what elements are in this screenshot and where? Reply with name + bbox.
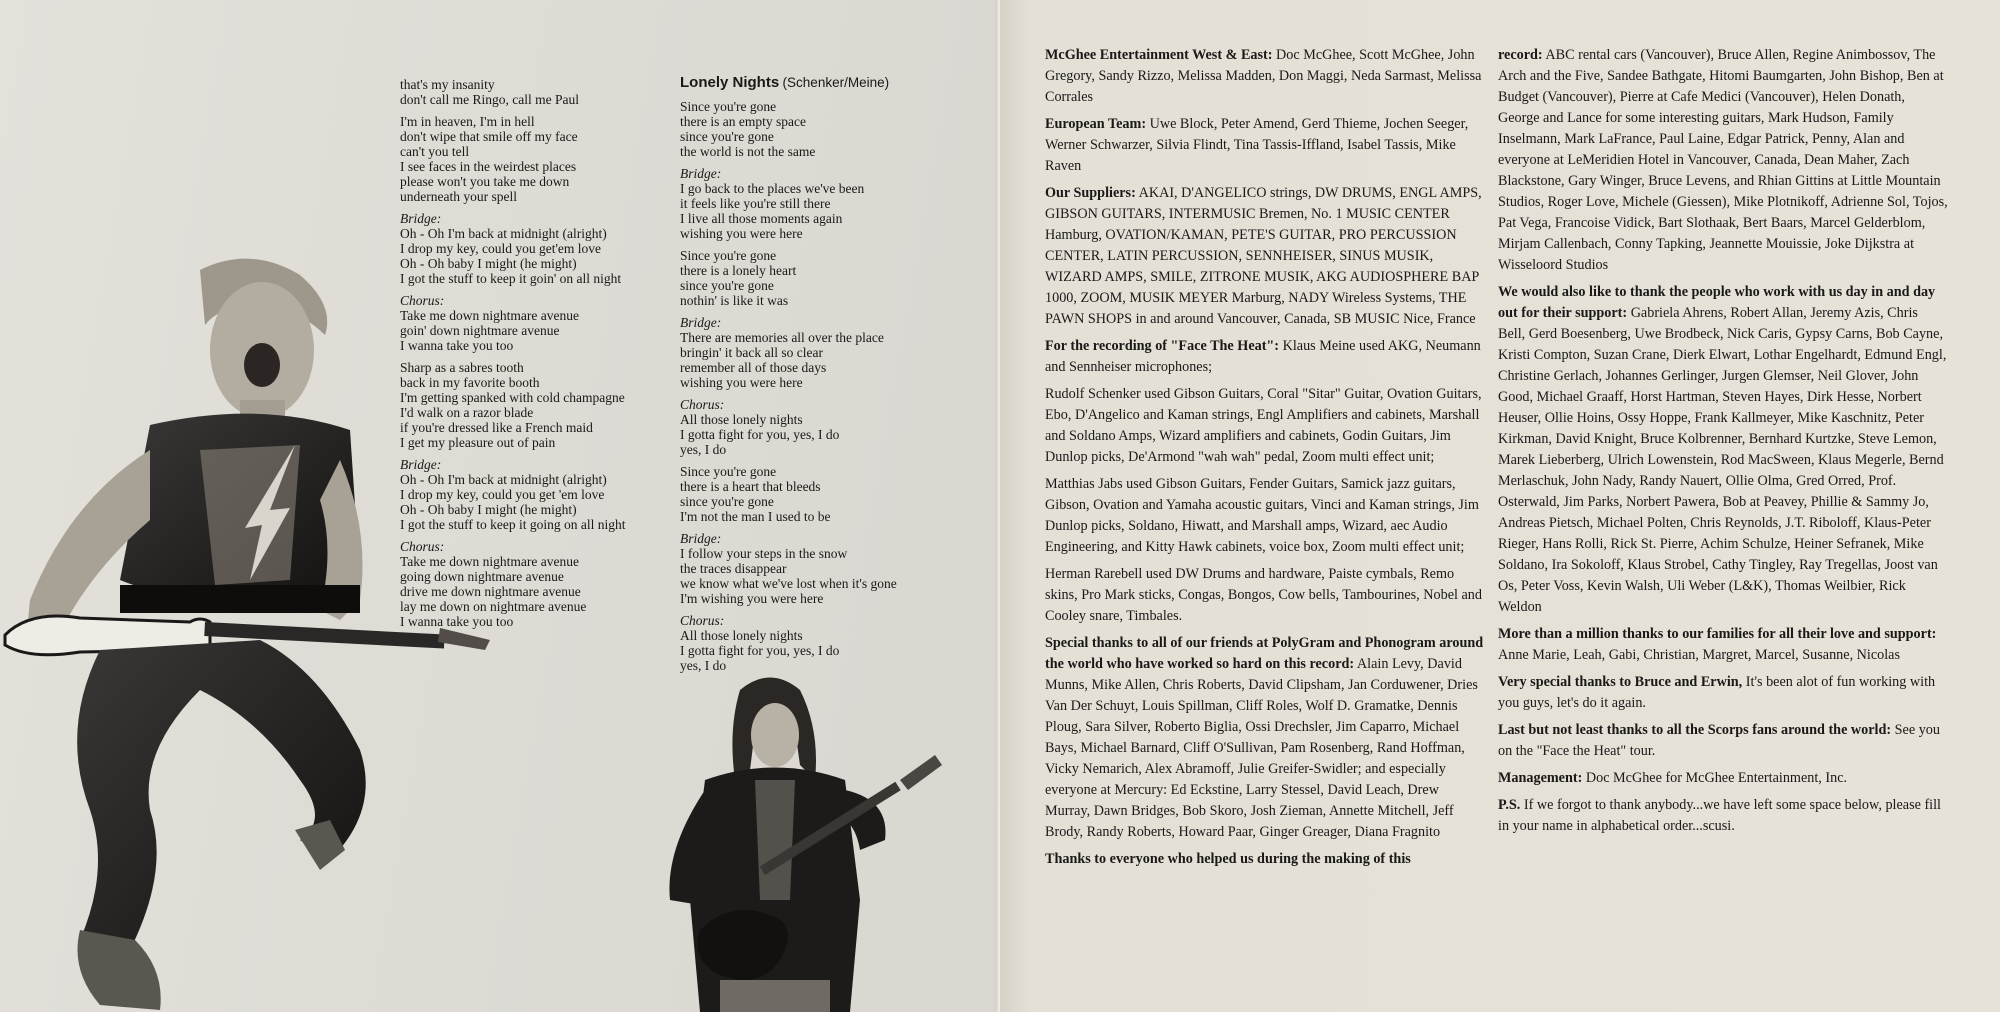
lyric-line: I drop my key, could you get 'em love	[400, 487, 605, 502]
lyric-line: since you're gone	[680, 278, 774, 293]
lyric-line: I gotta fight for you, yes, I do	[680, 643, 840, 658]
lyric-stanza	[680, 248, 980, 308]
lyric-line: wishing you were here	[680, 375, 803, 390]
stanza-label: Bridge:	[680, 166, 722, 181]
lyric-line: I see faces in the weirdest places	[400, 159, 577, 174]
stanza-label: Bridge:	[400, 457, 442, 472]
lyric-line: I go back to the places we've been	[680, 181, 865, 196]
credit-text: Doc McGhee, Scott McGhee, John Gregory, Sandy Rizzo, Melissa Madden, Don Maggi, Neda Sarmast, Melissa Corrales	[1045, 47, 1482, 105]
credit-heading: Management:	[1498, 770, 1583, 786]
lyric-line: Since you're gone	[680, 464, 777, 479]
lyric-stanza	[680, 613, 980, 673]
lyric-stanza	[680, 464, 980, 524]
lyric-line: Oh - Oh baby I might (he might)	[400, 256, 577, 271]
lyric-line: I wanna take you too	[400, 338, 514, 353]
lyric-stanza	[680, 99, 980, 159]
stanza-label: Bridge:	[680, 531, 722, 546]
lyric-line: there is a lonely heart	[680, 263, 797, 278]
lyric-line: drive me down nightmare avenue	[400, 584, 581, 599]
credit-text: See you on the "Face the Heat" tour.	[1498, 722, 1940, 759]
credit-paragraph	[1498, 795, 1948, 837]
credit-text: Klaus Meine used AKG, Neumann and Sennheiser microphones;	[1045, 338, 1481, 375]
credit-text: Rudolf Schenker used Gibson Guitars, Coral "Sitar" Guitar, Ovation Guitars, Ebo, D'Angelico and Kaman strings, Engl Amplifiers and cabinets, Marshall and Soldano Amps, Wizard amplifiers and cabinets, Godin Guitars, Jim Dunlop picks, De'Armond "wah wah" pedal, Zoom multi effect unit;	[1045, 386, 1482, 465]
lyric-line: I'm not the man I used to be	[680, 509, 831, 524]
lyric-line: nothin' is like it was	[680, 293, 789, 308]
credit-text: Herman Rarebell used DW Drums and hardware, Paiste cymbals, Remo skins, Pro Mark sticks, Congas, Bongos, Cow bells, Tambourines, Nobel and Cooley snare, Timbales.	[1045, 566, 1482, 624]
lyric-line: I wanna take you too	[400, 614, 514, 629]
lyrics-column-1	[400, 77, 690, 636]
stanza-label: Chorus:	[680, 397, 725, 412]
lyric-line: I drop my key, could you get'em love	[400, 241, 602, 256]
lyric-line: Oh - Oh I'm back at midnight (alright)	[400, 226, 607, 241]
credit-paragraph	[1045, 183, 1485, 330]
lyric-stanza	[400, 114, 690, 204]
lyric-line: I got the stuff to keep it going on all night	[400, 517, 626, 532]
credit-text: Matthias Jabs used Gibson Guitars, Fender Guitars, Samick jazz guitars, Gibson, Ovation and Yamaha acoustic guitars, Vinci and Kaman strings, Jim Dunlop picks, Soldano, Hiwatt, and Marshall amps, Wizard, aec Audio Engineering, and Kitty Hawk cabinets, voice box, Zoom multi effect unit;	[1045, 476, 1479, 555]
lyric-stanza	[680, 397, 980, 457]
lyric-line: that's my insanity	[400, 77, 495, 92]
credit-paragraph	[1498, 624, 1948, 666]
credit-paragraph	[1045, 336, 1485, 378]
lyric-line: I got the stuff to keep it goin' on all night	[400, 271, 622, 286]
lyric-line: All those lonely nights	[680, 412, 803, 427]
credit-heading: We would also like to thank the people who work with us day in and day out for their support:	[1498, 284, 1936, 321]
credit-text: Uwe Block, Peter Amend, Gerd Thieme, Jochen Seeger, Werner Schwarzer, Silvia Flindt, Tina Tassis-Iffland, Isabel Tassis, Mike Raven	[1045, 116, 1469, 174]
credit-paragraph	[1045, 849, 1485, 870]
credit-heading: Last but not least thanks to all the Scorps fans around the world:	[1498, 722, 1892, 738]
lyric-line: I follow your steps in the snow	[680, 546, 848, 561]
song-heading	[680, 74, 980, 92]
lyric-line: back in my favorite booth	[400, 375, 540, 390]
lyric-stanza	[400, 211, 690, 286]
bass-player-photo	[650, 670, 950, 1012]
lyric-line: Oh - Oh baby I might (he might)	[400, 502, 577, 517]
song-title: Lonely Nights	[680, 74, 780, 91]
lyric-line: remember all of those days	[680, 360, 827, 375]
credit-paragraph	[1498, 45, 1948, 276]
credit-paragraph	[1498, 282, 1948, 618]
lyric-line: since you're gone	[680, 129, 774, 144]
credit-heading: More than a million thanks to our families for all their love and support:	[1498, 626, 1937, 642]
lyric-line: yes, I do	[680, 442, 727, 457]
lyric-line: I'm getting spanked with cold champagne	[400, 390, 625, 405]
lyric-stanza	[400, 77, 690, 107]
lyric-stanza	[400, 293, 690, 353]
credit-paragraph	[1045, 45, 1485, 108]
lyric-line: I'm in heaven, I'm in hell	[400, 114, 535, 129]
lyric-line: I get my pleasure out of pain	[400, 435, 556, 450]
credit-paragraph	[1498, 720, 1948, 762]
credit-text: ABC rental cars (Vancouver), Bruce Allen, Regine Animbossov, The Arch and the Five, Sandee Bathgate, Hitomi Baumgarten, John Bishop, Ben at Budget (Vancouver), Pierre at Cafe Medici (Vancouver), Helen Donath, George and Lance for some interesting guitars, Mark Hudson, Family Inselmann, Mark LaFrance, Paul Laine, Edgar Patrick, Penny, Alan and everyone at LeMeridien Hotel in Vancouver, Canada, Dean Maher, Zach Blackstone, Gary Winger, Bruce Levens, and Rhian Gittins at Little Mountain Studios, Roger Love, Michele (Giessen), Mike Plotnikoff, Adrienne Sol, Tojos, Pat Vega, Francoise Vidick, Bart Slothaak, Bert Baars, Marcel Gelderblom, Mirjam Callenbach, Conny Tapking, Jeannette Mouissie, Joke Dijkstra at Wisseloord Studios	[1498, 47, 1948, 273]
credit-heading: For the recording of "Face The Heat":	[1045, 338, 1280, 354]
lyric-stanza	[680, 166, 980, 241]
credits-column-1	[1045, 45, 1485, 876]
lyric-line: Oh - Oh I'm back at midnight (alright)	[400, 472, 607, 487]
lyric-line: there is an empty space	[680, 114, 806, 129]
credit-heading: Our Suppliers:	[1045, 185, 1136, 201]
credit-paragraph	[1045, 474, 1485, 558]
credit-text: Doc McGhee for McGhee Entertainment, Inc.	[1582, 770, 1848, 786]
lyric-line: yes, I do	[680, 658, 727, 673]
credits-column-2	[1498, 45, 1948, 843]
lyric-line: if you're dressed like a French maid	[400, 420, 593, 435]
credit-paragraph	[1045, 633, 1485, 843]
stanza-label: Chorus:	[680, 613, 725, 628]
credit-paragraph	[1498, 672, 1948, 714]
lyric-line: Since you're gone	[680, 99, 777, 114]
credit-text: Gabriela Ahrens, Robert Allan, Jeremy Azis, Chris Bell, Gerd Boesenberg, Uwe Brodbeck, Nick Caris, Gypsy Carns, Bob Cayne, Kristi Compton, Suzan Crane, Dierk Elwart, Lothar Engelhardt, Edmund Engl, Christine Gerlach, Johannes Gerlinger, Jurgen Glemser, Neil Glover, John Good, Michael Graaff, Horst Hartman, Steven Hayes, Dirk Hesse, Norbert Heuser, Ollie Hoins, Ossy Hoppe, Frank Kallmeyer, Mike Kaschnitz, Peter Kirkman, David Knight, Bruce Kolbrenner, Bernhard Kurtzke, Steve Lemon, Marek Lieberberg, Ulrich Lowenstein, Rod MacSween, Klaus Megerle, Bernd Merlaschuk, John Nady, Randy Nauert, Ollie Olma, Gred Orred, Prof. Osterwald, Jim Parks, Norbert Pawera, Bob at Peavey, Phillie & Sammy Jo, Andreas Pietsch, Michael Polten, Chris Reynolds, J.T. Riboloff, Klaus-Peter Rieger, Hans Rolli, Rick St. Pierre, Achim Schulze, Heiner Sefranek, Mike Soldano, Ira Sokoloff, Klaus Strobel, Cathy Tingley, Ray Tregellas, Joost van Os, Peter Voss, Kevin Walsh, Uli Weber (L&K), Thomas Weilbier, Rick Weldon	[1498, 305, 1947, 615]
lyric-line: I'm wishing you were here	[680, 591, 824, 606]
lyric-line: Take me down nightmare avenue	[400, 308, 579, 323]
lyric-line: wishing you were here	[680, 226, 803, 241]
lyric-line: All those lonely nights	[680, 628, 803, 643]
lyric-line: going down nightmare avenue	[400, 569, 564, 584]
lyric-stanza	[400, 360, 690, 450]
lyric-line: don't call me Ringo, call me Paul	[400, 92, 580, 107]
credit-text: AKAI, D'ANGELICO strings, DW DRUMS, ENGL AMPS, GIBSON GUITARS, INTERMUSIC Bremen, No. 1 MUSIC CENTER Hamburg, OVATION/KAMAN, PETE'S GUITAR, PRO PERCUSSION CENTER, LATIN PERCUSSION, SENNHEISER, SINUS MUSIK, WIZARD AMPS, SMILE, ZITRONE MUSIK, AKG AUDIOSPHERE BAP 1000, ZOOM, MUSIK MEYER Marburg, NADY Wireless Systems, THE PAWN SHOPS in and around Vancouver, Canada, SB MUSIC Nice, France	[1045, 185, 1482, 327]
lyric-line: the world is not the same	[680, 144, 816, 159]
lyric-line: don't wipe that smile off my face	[400, 129, 578, 144]
lyric-line: bringin' it back all so clear	[680, 345, 824, 360]
credit-heading: McGhee Entertainment West & East:	[1045, 47, 1273, 63]
credit-paragraph	[1045, 564, 1485, 627]
credit-text: Alain Levy, David Munns, Mike Allen, Chris Roberts, David Clipsham, Jan Corduwener, Dries Van Der Schuyt, Louis Spillman, Cliff Roles, Wolf D. Gramatke, Dennis Ploug, Sara Silver, Roberto Biglia, Ossi Drechsler, Jim Caparro, Michael Bays, Michael Barnard, Cliff O'Sullivan, Pam Rosenberg, Rand Hoffman, Vicky Nemarich, Alex Abramoff, Julie Greifer-Swidler; and especially everyone at Mercury: Ed Eckstine, Larry Stessel, David Leach, Drew Murray, Dawn Bridges, Bob Skoro, Josh Zieman, Annette Mitchell, Jeff Brody, Randy Roberts, Howard Paar, Ginger Greager, Diana Fragnito	[1045, 656, 1478, 840]
lyric-line: it feels like you're still there	[680, 196, 831, 211]
lyric-line: since you're gone	[680, 494, 774, 509]
lyric-line: the traces disappear	[680, 561, 787, 576]
lyric-line: I'd walk on a razor blade	[400, 405, 534, 420]
stanza-label: Chorus:	[400, 539, 445, 554]
credit-heading: record:	[1498, 47, 1543, 63]
lyric-stanza	[400, 457, 690, 532]
left-page	[0, 0, 997, 1012]
lyric-line: can't you tell	[400, 144, 470, 159]
stanza-label: Chorus:	[400, 293, 445, 308]
lyrics-column-2	[680, 74, 980, 680]
lyric-line: goin' down nightmare avenue	[400, 323, 560, 338]
right-page	[1000, 0, 2000, 1012]
stanza-label: Bridge:	[680, 315, 722, 330]
lyric-line: There are memories all over the place	[680, 330, 884, 345]
credit-paragraph	[1045, 114, 1485, 177]
song-writers: (Schenker/Meine)	[782, 75, 890, 90]
lyric-line: we know what we've lost when it's gone	[680, 576, 897, 591]
lyric-line: Sharp as a sabres tooth	[400, 360, 524, 375]
lyric-line: lay me down on nightmare avenue	[400, 599, 587, 614]
stanza-label: Bridge:	[400, 211, 442, 226]
credit-heading: Very special thanks to Bruce and Erwin,	[1498, 674, 1743, 690]
credit-heading: P.S.	[1498, 797, 1521, 813]
credit-heading: Special thanks to all of our friends at PolyGram and Phonogram around the world who have worked so hard on this record:	[1045, 635, 1484, 672]
lyric-line: there is a heart that bleeds	[680, 479, 821, 494]
lyric-line: Take me down nightmare avenue	[400, 554, 579, 569]
lyric-line: please won't you take me down	[400, 174, 570, 189]
lyric-line: underneath your spell	[400, 189, 517, 204]
credit-text: It's been alot of fun working with you guys, let's do it again.	[1498, 674, 1936, 711]
lyric-line: I live all those moments again	[680, 211, 843, 226]
credit-heading: Thanks to everyone who helped us during the making of this	[1045, 851, 1411, 867]
credit-text: If we forgot to thank anybody...we have left some space below, please fill in your name in alphabetical order...scusi.	[1498, 797, 1941, 834]
lyric-stanza	[680, 531, 980, 606]
lyric-stanza	[400, 539, 690, 629]
credit-text: Anne Marie, Leah, Gabi, Christian, Margret, Marcel, Susanne, Nicolas	[1498, 647, 1900, 663]
credit-paragraph	[1498, 768, 1948, 789]
credit-paragraph	[1045, 384, 1485, 468]
lyric-stanza	[680, 315, 980, 390]
credit-heading: European Team:	[1045, 116, 1147, 132]
lyric-line: Since you're gone	[680, 248, 777, 263]
lyric-line: I gotta fight for you, yes, I do	[680, 427, 840, 442]
